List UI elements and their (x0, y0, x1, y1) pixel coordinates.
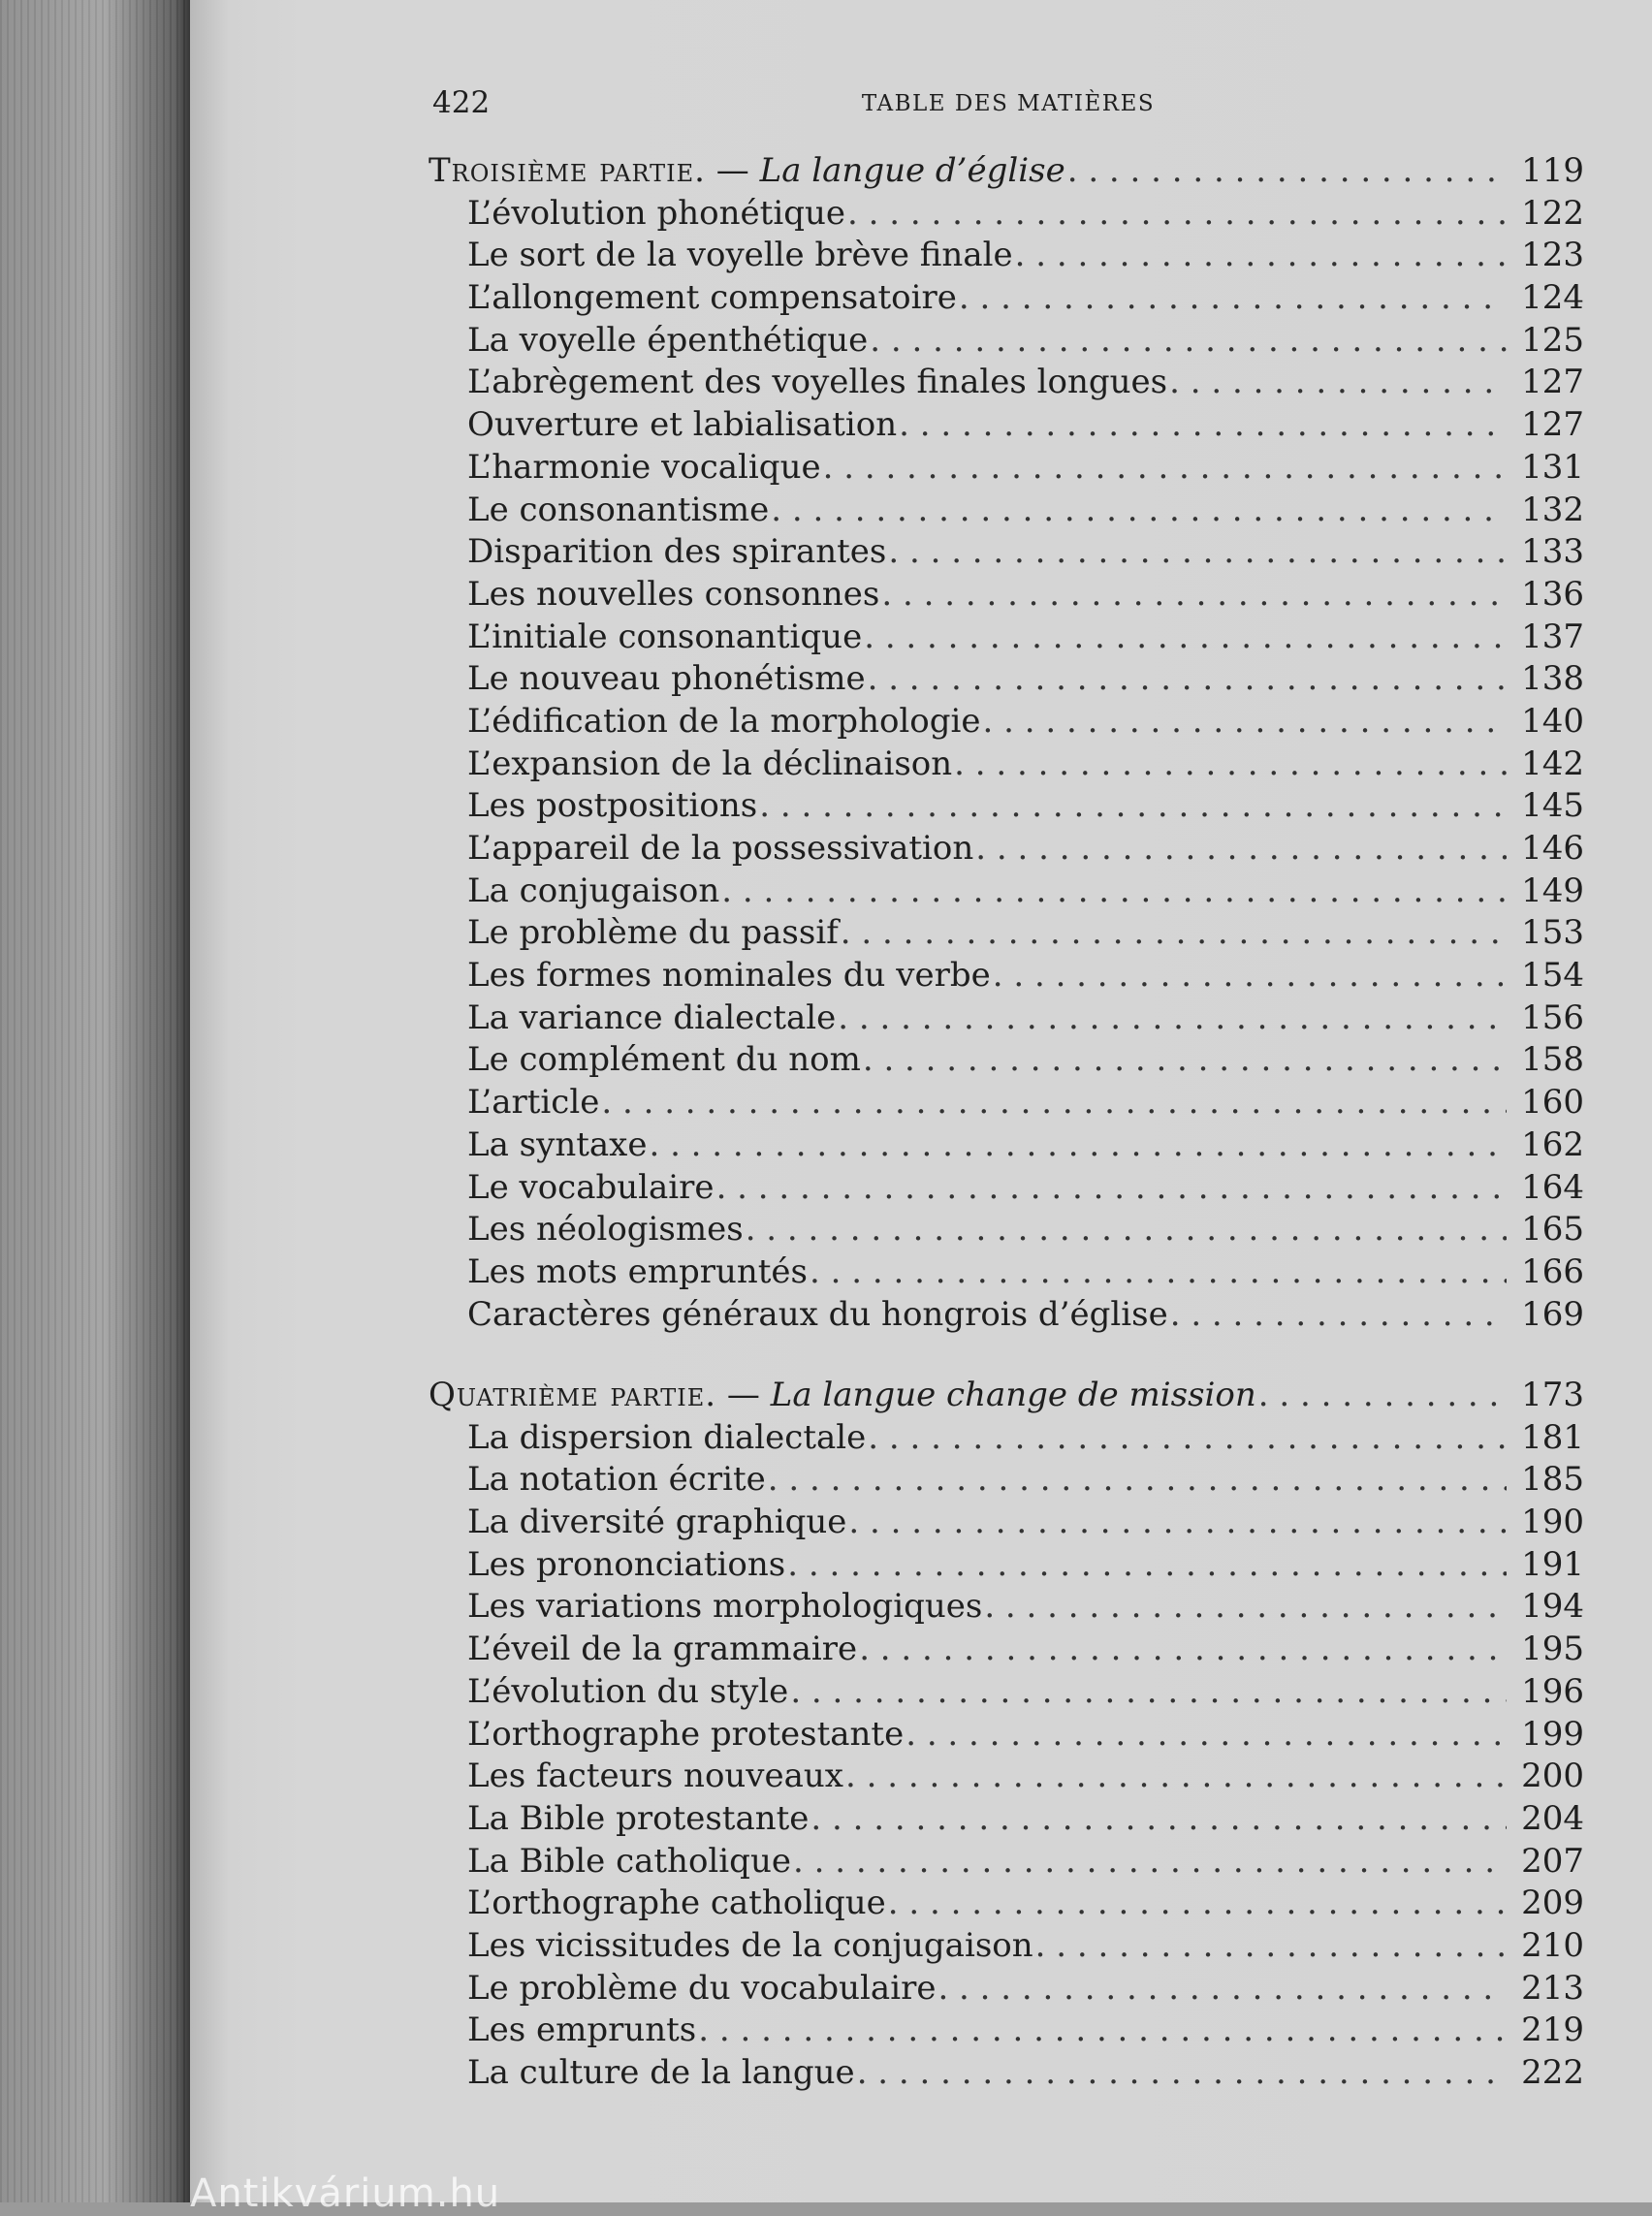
toc-entry-title: Les postpositions (467, 786, 758, 826)
toc-entry-title: La dispersion dialectale (467, 1417, 867, 1457)
leader-dots (744, 1209, 1507, 1251)
toc-entry-page: 154 (1521, 956, 1584, 996)
part-name: Troisième partie. (429, 151, 706, 190)
toc-entry-title: La culture de la langue (467, 2053, 855, 2092)
toc-entry (429, 1502, 1584, 1544)
toc-entry-page: 162 (1521, 1124, 1584, 1164)
toc-entry-page: 156 (1521, 997, 1584, 1037)
toc-entry (429, 531, 1584, 574)
toc-entry-page: 142 (1521, 744, 1584, 783)
toc-entry (429, 362, 1584, 404)
toc-entry (429, 277, 1584, 320)
toc-entry (429, 1459, 1584, 1502)
leader-dots (843, 1756, 1507, 1798)
toc-entry (429, 2052, 1584, 2095)
toc-entry-title: La Bible catholique (467, 1841, 791, 1881)
toc-entry-title: L’article (467, 1083, 600, 1123)
leader-dots (1168, 1294, 1507, 1337)
toc-entry-title: Les formes nominales du verbe (467, 956, 991, 996)
leader-dots (904, 1714, 1507, 1757)
toc-entry (429, 955, 1584, 997)
toc-entry-title: Le nouveau phonétisme (467, 659, 866, 699)
toc-entry-title: L’allongement compensatoire (467, 278, 957, 318)
toc-entry-page: 196 (1521, 1671, 1584, 1711)
toc-entry-page: 153 (1521, 913, 1584, 953)
toc-entry (429, 1841, 1584, 1884)
leader-dots (957, 277, 1507, 320)
leader-dots (836, 997, 1507, 1040)
toc-entry-title: La conjugaison (467, 871, 720, 910)
toc-entry-title: L’évolution du style (467, 1671, 789, 1711)
part-heading-text (429, 150, 1065, 193)
running-head (432, 85, 1584, 132)
toc-entry-page: 199 (1521, 1714, 1584, 1754)
toc-entry-page: 166 (1521, 1251, 1584, 1291)
toc-entry-page: 158 (1521, 1040, 1584, 1080)
toc-entry-page: 222 (1521, 2053, 1584, 2092)
toc-entry-page: 137 (1521, 617, 1584, 656)
part-heading (429, 150, 1584, 193)
leader-dots (886, 1883, 1507, 1925)
toc-entry-page: 164 (1521, 1167, 1584, 1207)
toc-entry-page: 138 (1521, 659, 1584, 699)
toc-entry-page: 209 (1521, 1884, 1584, 1923)
toc-entry-page: 123 (1521, 236, 1584, 275)
toc-entry-title: Les nouvelles consonnes (467, 574, 880, 614)
leader-dots (857, 1629, 1507, 1671)
part-name: Quatrième partie. (429, 1376, 717, 1414)
toc-entry-list (429, 1417, 1584, 2095)
leader-dots (788, 1671, 1507, 1714)
toc-entry-page: 133 (1521, 532, 1584, 572)
toc-entry (429, 701, 1584, 744)
toc-entry-page: 195 (1521, 1630, 1584, 1669)
leader-dots (715, 1167, 1507, 1210)
leader-dots (862, 617, 1507, 659)
toc-entry-title: L’orthographe catholique (467, 1884, 886, 1923)
leader-dots (696, 2010, 1507, 2052)
leader-dots (861, 1039, 1507, 1082)
toc-entry-title: Le problème du vocabulaire (467, 1968, 937, 2008)
toc-entry (429, 1671, 1584, 1714)
toc-entry (429, 1883, 1584, 1925)
toc-entry-title: L’harmonie vocalique (467, 447, 821, 487)
toc-entry-title: La voyelle épenthétique (467, 320, 869, 360)
toc-entry-page: 127 (1521, 363, 1584, 402)
toc-entry (429, 1124, 1584, 1167)
toc-entry-title: Les facteurs nouveaux (467, 1757, 843, 1796)
toc-entry-title: La variance dialectale (467, 997, 837, 1037)
toc-entry (429, 1039, 1584, 1082)
toc-entry-page: 132 (1521, 490, 1584, 529)
toc-entry-page: 207 (1521, 1841, 1584, 1881)
leader-dots (808, 1251, 1507, 1294)
toc-entry-title: L’initiale consonantique (467, 617, 863, 656)
leader-dots (952, 744, 1507, 786)
leader-dots (845, 193, 1507, 236)
leader-dots (821, 447, 1507, 490)
toc-entry-page: 219 (1521, 2010, 1584, 2050)
toc-part-3 (429, 150, 1584, 1336)
toc-entry-title: Les mots empruntés (467, 1251, 808, 1291)
book-spine-shadow (0, 0, 190, 2202)
toc-entry-title: Le complément du nom (467, 1040, 861, 1080)
toc-entry (429, 1167, 1584, 1210)
toc-entry-title: La Bible protestante (467, 1798, 810, 1838)
toc-entry (429, 658, 1584, 701)
leader-dots (981, 701, 1507, 744)
part-title: La langue d’église (759, 151, 1065, 190)
toc-entry-page: 190 (1521, 1503, 1584, 1542)
leader-dots (647, 1124, 1507, 1167)
toc-entry-title: L’éveil de la grammaire (467, 1630, 858, 1669)
toc-entry-title: L’appareil de la possessivation (467, 829, 974, 868)
leader-dots (991, 955, 1507, 997)
toc-entry-title: La diversité graphique (467, 1503, 847, 1542)
leader-dots (866, 658, 1507, 701)
toc-entry-page: 127 (1521, 405, 1584, 445)
leader-dots (766, 1459, 1507, 1502)
toc-entry (429, 617, 1584, 659)
leader-dots (866, 1417, 1507, 1460)
toc-entry-title: Le vocabulaire (467, 1167, 715, 1207)
toc-entry-page: 122 (1521, 193, 1584, 233)
toc-entry (429, 1544, 1584, 1587)
toc-entry-page: 160 (1521, 1083, 1584, 1123)
leader-dots (757, 785, 1507, 828)
toc-entry (429, 744, 1584, 786)
leader-dots (982, 1586, 1507, 1629)
toc-entry (429, 1251, 1584, 1294)
toc-entry (429, 1082, 1584, 1124)
watermark: Antikvárium.hu (190, 2171, 501, 2216)
toc-entry-title: Les néologismes (467, 1210, 744, 1250)
leader-dots (1256, 1375, 1507, 1417)
toc-entry-page: 165 (1521, 1210, 1584, 1250)
toc-entry (429, 447, 1584, 490)
toc-entry-title: Disparition des spirantes (467, 532, 887, 572)
leader-dots (846, 1502, 1507, 1544)
toc-entry-page: 210 (1521, 1925, 1584, 1965)
toc-entry-page: 200 (1521, 1757, 1584, 1796)
toc-entry (429, 1209, 1584, 1251)
toc-entry-page: 149 (1521, 871, 1584, 910)
toc-entry-title: Les emprunts (467, 2010, 697, 2050)
toc-entry (429, 1714, 1584, 1757)
leader-dots (973, 828, 1507, 871)
toc-entry (429, 320, 1584, 363)
toc-entry-title: Ouverture et labialisation (467, 405, 898, 445)
part-title: La langue change de mission (770, 1376, 1256, 1414)
toc-entry-page: 194 (1521, 1587, 1584, 1627)
toc-entry-title: La notation écrite (467, 1460, 766, 1500)
toc-entry-title: Le sort de la voyelle brève finale (467, 236, 1013, 275)
toc-entry-title: L’édification de la morphologie (467, 701, 981, 741)
part-heading (429, 1375, 1584, 1417)
toc-entry-page: 191 (1521, 1544, 1584, 1584)
toc-entry (429, 1586, 1584, 1629)
toc-entry-page: 204 (1521, 1798, 1584, 1838)
leader-dots (1033, 1925, 1507, 1968)
toc-entry-title: Les prononciations (467, 1544, 786, 1584)
leader-dots (879, 574, 1507, 617)
toc-entry (429, 404, 1584, 447)
leader-dots (855, 2052, 1507, 2095)
toc-entry (429, 1294, 1584, 1337)
toc-entry (429, 1756, 1584, 1798)
toc-entry (429, 1925, 1584, 1968)
toc-entry-title: Les vicissitudes de la conjugaison (467, 1925, 1033, 1965)
toc-entry-page: 145 (1521, 786, 1584, 826)
toc-entry (429, 871, 1584, 913)
toc-entry (429, 785, 1584, 828)
running-title: TABLE DES MATIÈRES (861, 91, 1156, 116)
toc-entry (429, 912, 1584, 955)
toc-entry (429, 490, 1584, 532)
toc-entry-page: 213 (1521, 1968, 1584, 2008)
toc-entry (429, 235, 1584, 277)
toc-entry-page: 124 (1521, 278, 1584, 318)
toc-entry (429, 574, 1584, 617)
toc-entry (429, 828, 1584, 871)
part-dash: — (716, 1376, 771, 1414)
leader-dots (809, 1798, 1507, 1841)
toc-entry-title: L’orthographe protestante (467, 1714, 905, 1754)
leader-dots (839, 912, 1507, 955)
leader-dots (791, 1841, 1507, 1884)
toc-entry-title: Caractères généraux du hongrois d’église (467, 1294, 1168, 1334)
toc-entry-page: 169 (1521, 1294, 1584, 1334)
toc-entry (429, 1968, 1584, 2010)
leader-dots (785, 1544, 1507, 1587)
part-heading-text (429, 1375, 1256, 1417)
toc-entry-page: 146 (1521, 829, 1584, 868)
leader-dots (897, 404, 1507, 447)
toc-entry (429, 1629, 1584, 1671)
toc-entry (429, 1798, 1584, 1841)
toc-entry-page: 131 (1521, 447, 1584, 487)
leader-dots (1065, 150, 1507, 193)
leader-dots (719, 871, 1507, 913)
leader-dots (886, 531, 1507, 574)
toc-entry-page: 185 (1521, 1460, 1584, 1500)
leader-dots (769, 490, 1507, 532)
toc-part-4 (429, 1375, 1584, 2095)
toc-entry-title: Les variations morphologiques (467, 1587, 983, 1627)
toc-entry-page: 125 (1521, 320, 1584, 360)
toc-entry-title: La syntaxe (467, 1124, 648, 1164)
toc-entry-page: 140 (1521, 701, 1584, 741)
toc-entry-title: Le problème du passif (467, 913, 839, 953)
toc-entry-title: L’expansion de la déclinaison (467, 744, 953, 783)
toc-entry (429, 1417, 1584, 1460)
leader-dots (868, 320, 1507, 363)
leader-dots (936, 1968, 1507, 2010)
toc-entry-page: 181 (1521, 1417, 1584, 1457)
toc-entry-title: Le consonantisme (467, 490, 770, 529)
toc-entry (429, 2010, 1584, 2052)
page-number: 422 (432, 85, 491, 120)
leader-dots (1013, 235, 1507, 277)
toc-entry-page: 136 (1521, 574, 1584, 614)
part-page: 119 (1521, 151, 1584, 190)
toc-entry-title: L’abrègement des voyelles finales longues (467, 363, 1168, 402)
part-dash: — (706, 151, 760, 190)
leader-dots (1167, 362, 1507, 404)
toc-entry-title: L’évolution phonétique (467, 193, 845, 233)
toc-entry (429, 193, 1584, 236)
toc-entry-list (429, 193, 1584, 1337)
leader-dots (599, 1082, 1507, 1124)
toc-entry (429, 997, 1584, 1040)
part-page: 173 (1521, 1376, 1584, 1414)
